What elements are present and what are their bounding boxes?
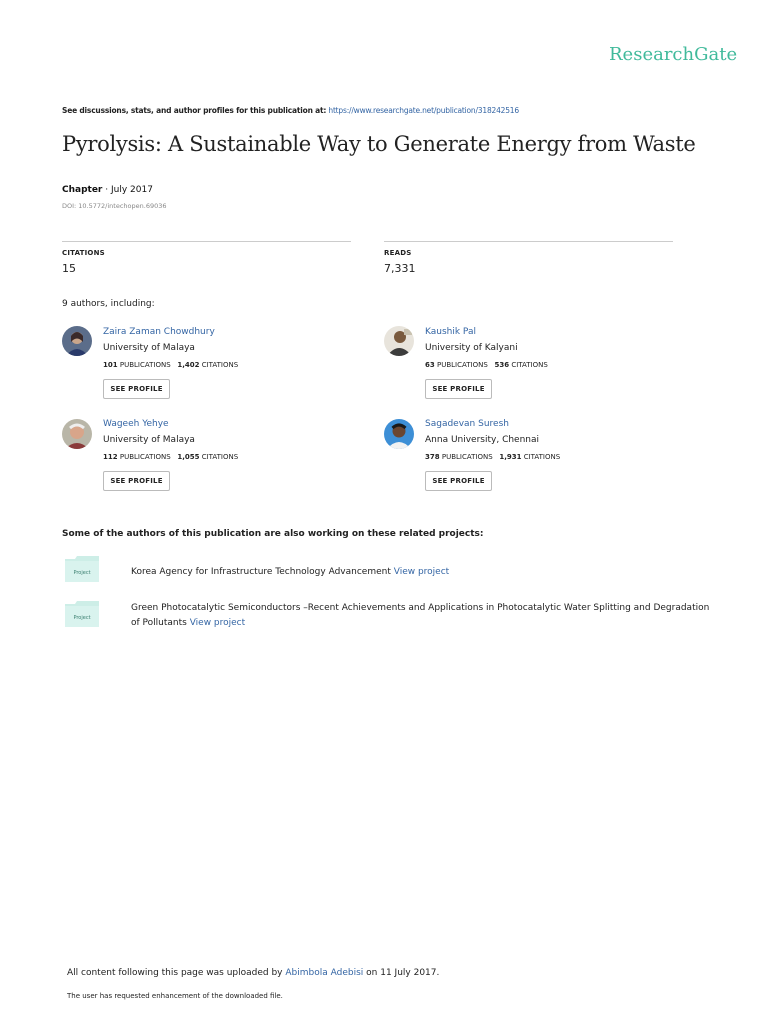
avatar[interactable] <box>62 326 92 356</box>
project-title: Korea Agency for Infrastructure Technology Advancement <box>131 567 391 577</box>
project-title: Green Photocatalytic Semiconductors –Recent Achievements and Applications in Photocatalytic Water Splitting and Degradation of Pollutants <box>131 603 710 628</box>
project-item <box>131 601 711 631</box>
uploader-link[interactable]: Abimbola Adebisi <box>285 968 364 978</box>
avatar[interactable] <box>384 326 414 356</box>
author-stats <box>103 361 238 369</box>
author-institution: University of Malaya <box>103 343 195 353</box>
enhancement-note: The user has requested enhancement of the downloaded file. <box>67 992 283 1000</box>
citation-count: 536 <box>494 361 510 369</box>
publications-label: PUBLICATIONS <box>436 361 488 369</box>
publication-meta <box>62 185 153 195</box>
see-profile-button[interactable]: SEE PROFILE <box>425 471 492 491</box>
citations-label: CITATIONS <box>511 361 548 369</box>
author-name-link[interactable]: Zaira Zaman Chowdhury <box>103 327 215 337</box>
citations-label: CITATIONS <box>201 361 239 369</box>
related-projects-heading: Some of the authors of this publication are also working on these related projects: <box>62 529 484 539</box>
project-item <box>131 565 711 580</box>
citation-count: 1,055 <box>177 453 200 461</box>
upload-date: on 11 July 2017. <box>366 968 440 978</box>
publications-label: PUBLICATIONS <box>119 453 171 461</box>
author-stats <box>425 453 560 461</box>
project-folder-icon[interactable] <box>65 556 99 582</box>
profile-notice-text: See discussions, stats, and author profiles for this publication at: <box>62 106 327 115</box>
publication-count: 378 <box>425 453 440 461</box>
avatar[interactable] <box>62 419 92 449</box>
author-institution: Anna University, Chennai <box>425 435 540 445</box>
author-stats <box>103 453 238 461</box>
see-profile-button[interactable]: SEE PROFILE <box>103 379 170 399</box>
reads-count: 7,331 <box>384 262 416 275</box>
reads-label: READS <box>384 249 412 257</box>
project-icon-label: Project <box>73 615 91 621</box>
see-profile-button[interactable]: SEE PROFILE <box>425 379 492 399</box>
researchgate-logo[interactable]: ResearchGate <box>609 44 738 65</box>
citations-count: 15 <box>62 262 76 275</box>
publication-count: 101 <box>103 361 118 369</box>
upload-notice <box>67 968 439 978</box>
citations-divider <box>62 241 351 242</box>
view-project-link[interactable]: View project <box>189 618 246 628</box>
citation-count: 1,402 <box>177 361 200 369</box>
citations-label: CITATIONS <box>62 249 105 257</box>
publication-count: 112 <box>103 453 118 461</box>
upload-prefix: All content following this page was uploaded by <box>67 968 283 978</box>
publications-label: PUBLICATIONS <box>441 453 493 461</box>
publication-count: 63 <box>425 361 435 369</box>
author-name-link[interactable]: Sagadevan Suresh <box>425 419 509 429</box>
author-stats <box>425 361 548 369</box>
author-name-link[interactable]: Wageeh Yehye <box>103 419 169 429</box>
publication-type: Chapter <box>62 185 103 195</box>
author-institution: University of Kalyani <box>425 343 518 353</box>
view-project-link[interactable]: View project <box>393 567 450 577</box>
publication-doi: DOI: 10.5772/intechopen.69036 <box>62 202 167 210</box>
avatar[interactable] <box>384 419 414 449</box>
publication-title: Pyrolysis: A Sustainable Way to Generate Energy from Waste <box>62 132 696 156</box>
citations-label: CITATIONS <box>201 453 239 461</box>
see-profile-button[interactable]: SEE PROFILE <box>103 471 170 491</box>
profile-notice <box>62 106 519 115</box>
citations-label: CITATIONS <box>523 453 561 461</box>
citation-count: 1,931 <box>499 453 522 461</box>
publication-date: · July 2017 <box>105 185 153 195</box>
publications-label: PUBLICATIONS <box>119 361 171 369</box>
publication-url-link[interactable]: https://www.researchgate.net/publication/318242516 <box>328 106 519 115</box>
author-name-link[interactable]: Kaushik Pal <box>425 327 476 337</box>
authors-heading: 9 authors, including: <box>62 299 155 309</box>
author-institution: University of Malaya <box>103 435 195 445</box>
project-icon-label: Project <box>73 570 91 576</box>
project-folder-icon[interactable] <box>65 601 99 627</box>
reads-divider <box>384 241 673 242</box>
